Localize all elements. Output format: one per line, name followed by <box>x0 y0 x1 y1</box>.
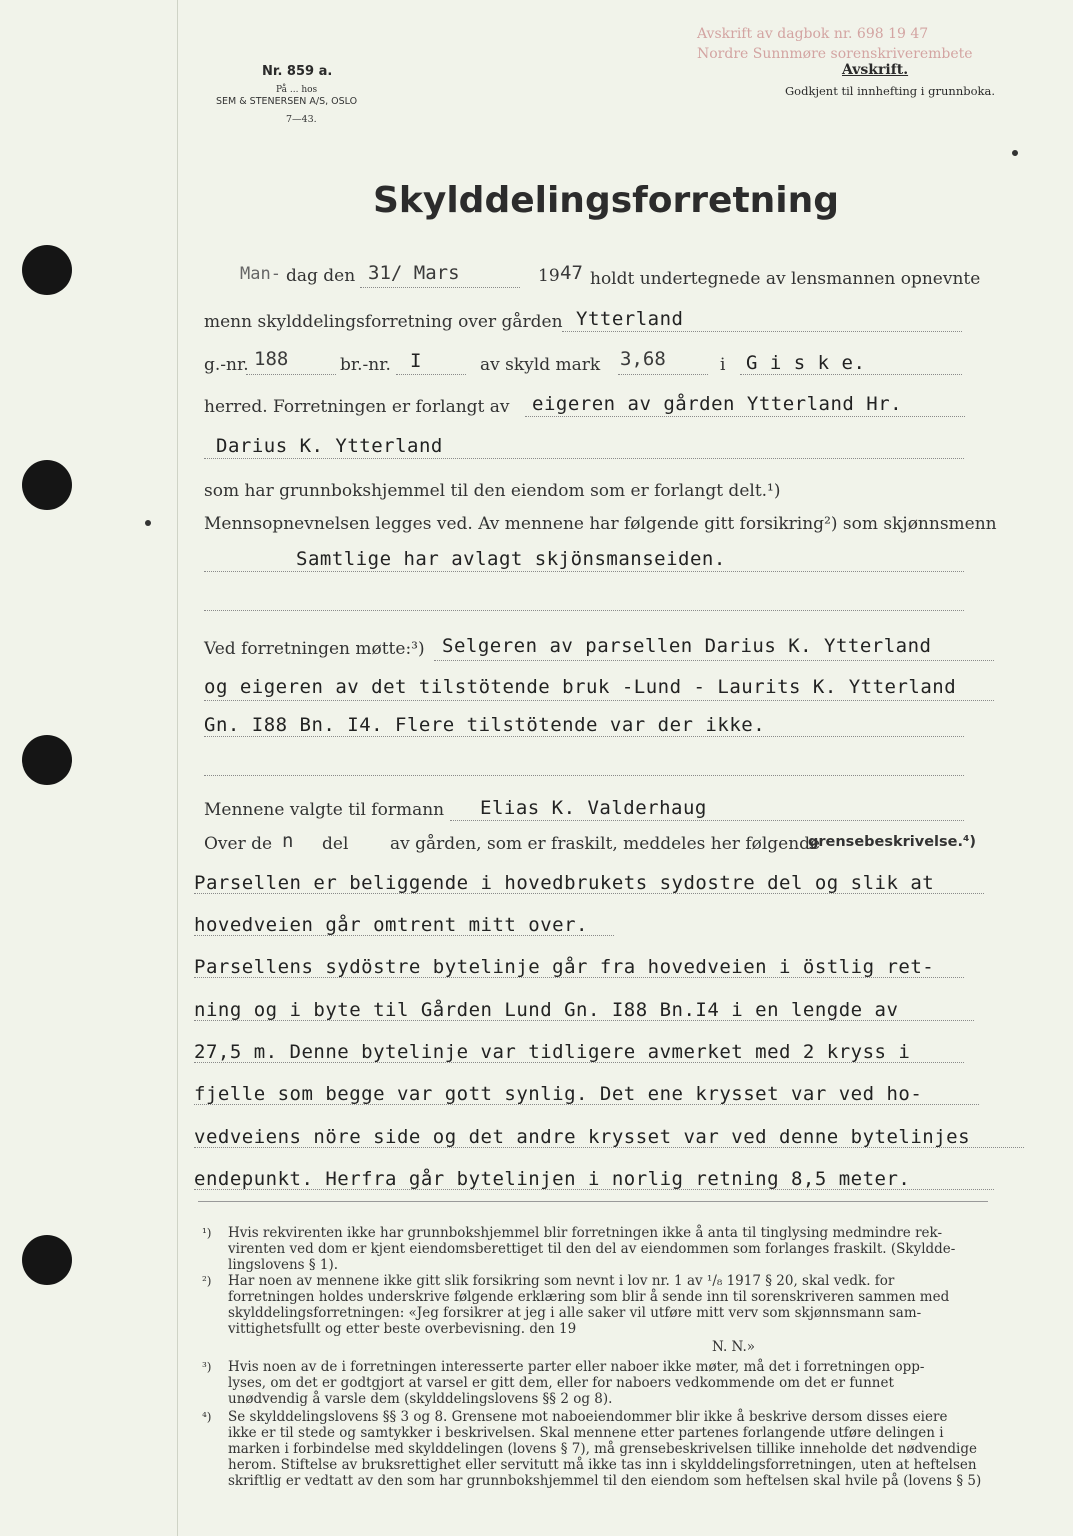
form-text: Over de <box>204 834 273 854</box>
requester-name: Darius K. Ytterland <box>216 435 443 457</box>
form-text: del <box>322 834 349 854</box>
chairman-field: Elias K. Valderhaug <box>480 797 707 819</box>
fill-line <box>204 736 964 737</box>
footnote-line: Hvis noen av de i forretningen interesserte parter eller naboer ikke møter, må det i forretningen opp- <box>228 1359 925 1375</box>
ink-dot <box>145 520 151 526</box>
footnote-line: Se skylddelingslovens §§ 3 og 8. Grensene mot naboeiendommer blir ikke å beskrive dersom disses eiere <box>228 1409 948 1425</box>
footnote-signature: N. N.» <box>712 1339 756 1355</box>
form-text: i <box>720 355 726 375</box>
handwritten-letter: n <box>282 830 294 852</box>
form-text: av gården, som er fraskilt, meddeles her følgende <box>390 834 821 854</box>
archive-stamp-office: Nordre Sunnmøre sorenskriverembete <box>697 46 973 62</box>
footnote-line: skriftlig er vedtatt av den som har grunnbokshjemmel til den eiendom som heftelsen skal hvile på (lovens § 5) <box>228 1473 982 1489</box>
requester-field: eigeren av gården Ytterland Hr. <box>532 393 903 415</box>
form-text: av skyld mark <box>480 355 601 375</box>
attendee-line: Selgeren av parsellen Darius K. Ytterland <box>442 635 932 657</box>
footnote-marker: ⁴) <box>202 1410 212 1424</box>
bnr-field: I <box>410 350 422 372</box>
footnote-line: Har noen av mennene ikke gitt slik forsikring som nevnt i lov nr. 1 av ¹/₈ 1917 § 20, skal vedk. for <box>228 1273 895 1289</box>
herred-field: G i s k e. <box>746 352 866 374</box>
fill-line <box>396 374 466 375</box>
form-text: som har grunnbokshjemmel til den eiendom som er forlangt delt.¹) <box>204 481 781 501</box>
date-field: 31/ Mars <box>368 262 460 284</box>
form-text: g.-nr. <box>204 355 249 375</box>
fill-line <box>204 458 964 459</box>
form-text: herred. Forretningen er forlangt av <box>204 397 510 417</box>
boundary-text: fjelle som begge var gott synlig. Det ene krysset var ved ho- <box>194 1083 923 1105</box>
footnote-line: forretningen holdes underskrive følgende erklæring som blir å sende inn til sorenskriveren sammen med <box>228 1289 950 1305</box>
footnote-line: virenten ved dom er kjent eiendomsberettiget til den del av eiendommen som forlanges fraskilt. (Skyldde- <box>228 1241 956 1257</box>
boundary-text: endepunkt. Herfra går bytelinjen i norlig retning 8,5 meter. <box>194 1168 911 1190</box>
ink-dot <box>1012 150 1018 156</box>
binder-hole <box>22 245 72 295</box>
form-text: Ved forretningen møtte:³) <box>204 639 425 659</box>
footnote-marker: ¹) <box>202 1226 212 1240</box>
approval-note: Godkjent til innhefting i grunnboka. <box>785 84 995 98</box>
farm-name: Ytterland <box>576 308 684 330</box>
boundary-text: hovedveien går omtrent mitt over. <box>194 914 588 936</box>
boundary-text: vedveiens nöre side og det andre krysset var ved denne bytelinjes <box>194 1126 971 1148</box>
fill-line <box>450 820 964 821</box>
archive-stamp: Avskrift av dagbok nr. 698 19 47 <box>697 26 929 42</box>
fill-line <box>204 571 964 572</box>
fill-line <box>525 416 965 417</box>
footnote-line: Hvis rekvirenten ikke har grunnbokshjemmel blir forretningen ikke å anta til tinglysing medmindre rek- <box>228 1225 943 1241</box>
page-title: Skylddelingsforretning <box>373 180 840 221</box>
form-text: br.-nr. <box>340 355 391 375</box>
gnr-field: 188 <box>254 348 289 370</box>
fill-line <box>204 700 994 701</box>
footnote-separator <box>198 1201 988 1202</box>
footnote-line: herom. Stiftelse av bruksrettighet eller servitutt må ikke tas inn i skylddelingsforretningen, uten at heftelsen <box>228 1457 977 1473</box>
form-text: holdt undertegnede av lensmannen opnevnte <box>590 269 981 289</box>
fill-line <box>740 374 962 375</box>
oath-note: Samtlige har avlagt skjönsmanseiden. <box>296 548 726 570</box>
binder-hole <box>22 735 72 785</box>
year-field: 47 <box>560 262 583 284</box>
footnote-line: lingslovens § 1). <box>228 1257 339 1273</box>
boundary-text: 27,5 m. Denne bytelinje var tidligere avmerket med 2 kryss i <box>194 1041 911 1063</box>
form-number: Nr. 859 a. <box>262 64 333 79</box>
publisher-date: 7—43. <box>286 114 317 125</box>
form-text: Mennene valgte til formann <box>204 800 445 820</box>
boundary-text: ning og i byte til Gården Lund Gn. I88 Bn.I4 i en lengde av <box>194 999 899 1021</box>
footnote-marker: ²) <box>202 1274 212 1288</box>
mark-field: 3,68 <box>620 348 666 370</box>
form-text: Mennsopnevnelsen legges ved. Av mennene har følgende gitt forsikring²) som skjønnsmenn <box>204 514 997 534</box>
form-text: menn skylddelingsforretning over gården <box>204 312 563 332</box>
margin-rule <box>177 0 178 1536</box>
fill-line <box>246 374 336 375</box>
publisher-name: SEM & STENERSEN A/S, OSLO <box>216 96 358 107</box>
footnote-line: lyses, om det er godtgjort at varsel er gitt dem, eller for naboers vedkommende om det er funnet <box>228 1375 894 1391</box>
form-text: 19 <box>538 266 560 286</box>
attendee-line: og eigeren av det tilstötende bruk -Lund - Laurits K. Ytterland <box>204 676 957 698</box>
fill-line <box>360 287 520 288</box>
fill-line <box>618 374 708 375</box>
publisher-line: På ... hos <box>276 85 318 95</box>
footnote-line: unødvendig å varsle dem (skylddelingslovens §§ 2 og 8). <box>228 1391 613 1407</box>
fill-line <box>204 610 964 611</box>
fill-line <box>434 660 994 661</box>
form-text: dag den <box>286 266 356 286</box>
footnote-line: marken i forbindelse med skylddelingen (lovens § 7), må grensebeskrivelsen tillike inneholde det nødvendige <box>228 1441 977 1457</box>
attendee-line: Gn. I88 Bn. I4. Flere tilstötende var der ikke. <box>204 714 766 736</box>
footnote-line: skylddelingsforretningen: «Jeg forsikrer at jeg i alle saker vil utføre mitt verv som skjønnsmann sam- <box>228 1305 922 1321</box>
binder-hole <box>22 460 72 510</box>
weekday-prefix: Man- <box>240 264 281 284</box>
form-text-bold: grensebeskrivelse.⁴) <box>808 834 976 850</box>
footnote-line: ikke er til stede og samtykker i beskrivelsen. Skal mennene etter partenes forlangende utføre delingen i <box>228 1425 944 1441</box>
avskrift-label: Avskrift. <box>842 62 909 78</box>
fill-line <box>204 775 964 776</box>
binder-hole <box>22 1235 72 1285</box>
footnote-line: vittighetsfullt og etter beste overbevisning. den 19 <box>228 1321 577 1337</box>
fill-line <box>562 331 962 332</box>
boundary-text: Parsellen er beliggende i hovedbrukets sydostre del og slik at <box>194 872 935 894</box>
footnote-marker: ³) <box>202 1360 212 1374</box>
boundary-text: Parsellens sydöstre bytelinje går fra hovedveien i östlig ret- <box>194 956 935 978</box>
